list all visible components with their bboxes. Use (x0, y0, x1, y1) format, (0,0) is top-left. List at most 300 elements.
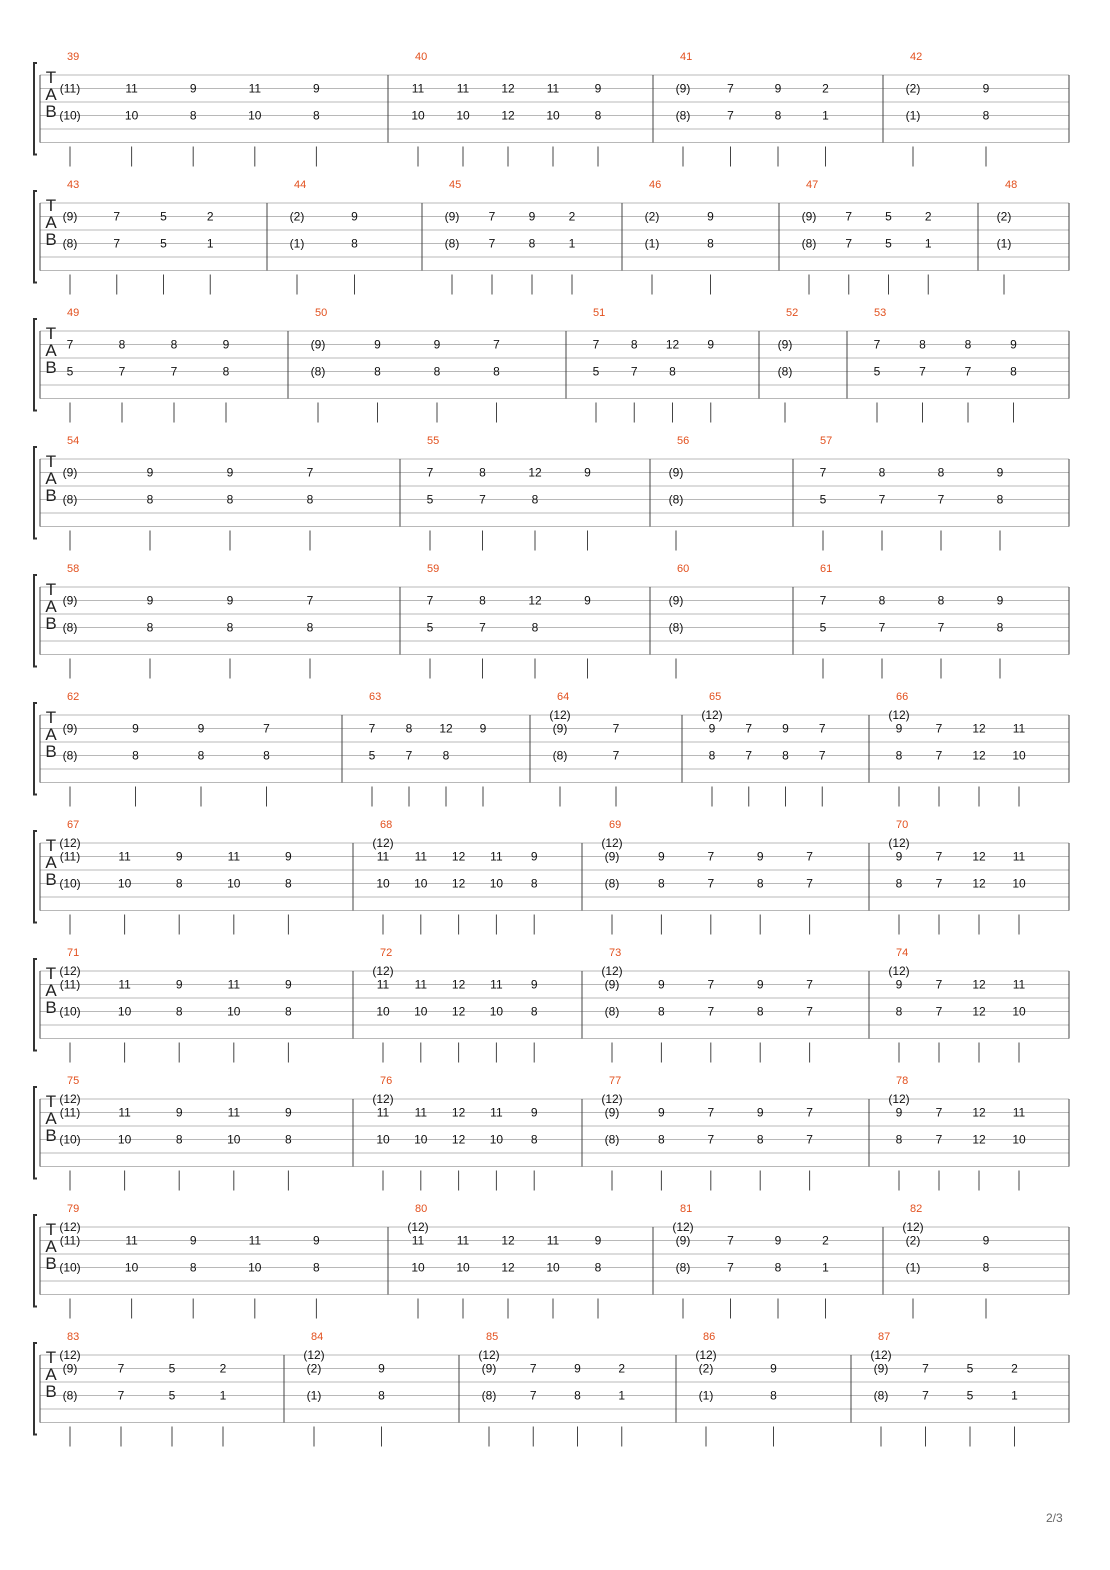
fret-number: 8 (175, 1132, 183, 1147)
fret-number: 11 (248, 81, 262, 96)
fret-number: 9 (895, 977, 903, 992)
fret-number: (12) (601, 964, 623, 978)
fret-number: (8) (62, 620, 78, 635)
fret-number: 8 (528, 236, 536, 251)
fret-number: 5 (966, 1388, 974, 1403)
fret-number: 9 (175, 977, 183, 992)
fret-number: (12) (701, 708, 723, 722)
fret-number: 7 (806, 1105, 813, 1120)
fret-number: (9) (62, 1361, 78, 1376)
fret-number: 7 (819, 465, 827, 480)
fret-number: 7 (935, 1132, 943, 1147)
fret-number: 8 (313, 108, 320, 123)
fret-number: (10) (59, 1004, 81, 1019)
fret-number: 7 (592, 337, 600, 352)
fret-number: (8) (62, 1388, 78, 1403)
fret-number: 9 (313, 81, 320, 96)
measure-number: 83 (67, 1331, 80, 1343)
fret-number: (10) (59, 108, 81, 123)
fret-number: (8) (675, 1260, 691, 1275)
system-bracket (34, 703, 37, 795)
fret-number: 7 (707, 977, 715, 992)
fret-number: 10 (227, 876, 241, 891)
measure-number: 54 (67, 435, 80, 447)
fret-number: 8 (306, 620, 314, 635)
fret-number: 8 (996, 492, 1004, 507)
fret-number: (9) (668, 465, 684, 480)
fret-number: 7 (727, 1233, 734, 1248)
fret-number: 9 (594, 1233, 602, 1248)
measure-number: 56 (677, 435, 690, 447)
fret-number: (1) (996, 236, 1012, 251)
fret-number: 7 (935, 876, 943, 891)
fret-number: 7 (878, 620, 886, 635)
fret-number: 8 (658, 876, 665, 891)
clef-letter: B (45, 614, 57, 633)
measure-number: 60 (677, 563, 690, 575)
fret-number: (9) (444, 209, 460, 224)
fret-number: (8) (801, 236, 817, 251)
fret-number: 8 (493, 364, 500, 379)
fret-number: 9 (594, 81, 602, 96)
fret-number: (9) (801, 209, 817, 224)
clef-letter: T (45, 964, 57, 983)
fret-number: (1) (644, 236, 660, 251)
fret-number: 7 (118, 364, 126, 379)
fret-number: 10 (414, 1004, 428, 1019)
fret-number: 7 (937, 620, 945, 635)
fret-number: 7 (964, 364, 972, 379)
fret-number: 11 (1012, 1105, 1026, 1120)
fret-number: (2) (306, 1361, 322, 1376)
fret-number: 11 (118, 849, 131, 864)
fret-number: (9) (552, 721, 568, 736)
fret-number: 9 (146, 465, 154, 480)
fret-number: (1) (905, 1260, 921, 1275)
fret-number: 7 (529, 1388, 537, 1403)
clef-letter: B (45, 1126, 57, 1145)
fret-number: 7 (922, 1388, 929, 1403)
fret-number: 11 (490, 977, 503, 992)
fret-number: 7 (707, 1004, 715, 1019)
fret-number: 9 (189, 81, 197, 96)
fret-number: (8) (481, 1388, 497, 1403)
fret-number: 10 (489, 1132, 504, 1147)
fret-number: 8 (222, 364, 230, 379)
system-bracket (34, 575, 37, 667)
fret-number: 5 (66, 364, 74, 379)
clef-letter: A (45, 725, 57, 744)
system-bracket (34, 1215, 37, 1307)
fret-number: 9 (774, 81, 782, 96)
fret-number: 8 (442, 748, 450, 763)
measure-number: 61 (820, 563, 833, 575)
fret-number: 8 (1010, 364, 1017, 379)
fret-number: 9 (982, 1233, 990, 1248)
fret-number: 9 (708, 721, 716, 736)
fret-number: 5 (160, 236, 167, 251)
clef-letter: B (45, 486, 57, 505)
fret-number: (12) (59, 1348, 81, 1362)
fret-number: 8 (919, 337, 926, 352)
fret-number: 5 (426, 492, 434, 507)
fret-number: 10 (117, 876, 132, 891)
fret-number: (11) (59, 1105, 81, 1120)
fret-number: 9 (374, 337, 381, 352)
fret-number: (12) (478, 1348, 500, 1362)
measure-number: 59 (427, 563, 440, 575)
measure-number: 80 (415, 1203, 428, 1215)
fret-number: (2) (996, 209, 1012, 224)
fret-number: 8 (479, 593, 486, 608)
fret-number: 8 (374, 364, 381, 379)
fret-number: 9 (285, 1105, 292, 1120)
fret-number: (8) (668, 492, 684, 507)
measure-number: 69 (609, 819, 622, 831)
fret-number: 8 (197, 748, 205, 763)
fret-number: 11 (227, 849, 241, 864)
fret-number: 11 (376, 849, 390, 864)
fret-number: 8 (982, 108, 990, 123)
fret-number: 10 (376, 1004, 390, 1019)
fret-number: 11 (414, 1105, 428, 1120)
fret-number: 7 (612, 721, 620, 736)
measure-number: 63 (369, 691, 382, 703)
measure-number: 67 (67, 819, 80, 831)
system-bracket (34, 447, 37, 539)
fret-number: 12 (501, 108, 515, 123)
fret-number: 8 (433, 364, 441, 379)
fret-number: (12) (303, 1348, 325, 1362)
fret-number: 7 (630, 364, 638, 379)
fret-number: 8 (756, 1132, 764, 1147)
fret-number: 1 (618, 1388, 626, 1403)
fret-number: 8 (175, 876, 183, 891)
fret-number: 9 (584, 593, 591, 608)
fret-number: 7 (488, 236, 496, 251)
fret-number: 8 (937, 593, 945, 608)
clef-letter: B (45, 1382, 57, 1401)
clef-letter: B (45, 998, 57, 1017)
measure-number: 75 (67, 1075, 80, 1087)
fret-number: 9 (530, 1105, 538, 1120)
fret-number: (9) (62, 209, 78, 224)
fret-number: 7 (819, 593, 827, 608)
fret-number: 12 (439, 721, 453, 736)
measure-number: 87 (878, 1331, 891, 1343)
fret-number: 11 (1012, 721, 1026, 736)
fret-number: (8) (675, 108, 691, 123)
fret-number: 7 (745, 748, 753, 763)
fret-number: 7 (170, 364, 178, 379)
fret-number: 5 (885, 236, 892, 251)
fret-number: (8) (873, 1388, 889, 1403)
fret-number: (12) (888, 1092, 910, 1106)
measure-number: 68 (380, 819, 393, 831)
fret-number: 1 (219, 1388, 227, 1403)
measure-number: 86 (703, 1331, 716, 1343)
fret-number: 11 (376, 977, 390, 992)
clef-letter: T (45, 708, 57, 727)
fret-number: 11 (414, 849, 428, 864)
fret-number: 7 (806, 1004, 813, 1019)
fret-number: 8 (770, 1388, 777, 1403)
fret-number: 12 (972, 748, 986, 763)
fret-number: 8 (306, 492, 314, 507)
fret-number: 8 (658, 1004, 665, 1019)
clef-letter: B (45, 102, 57, 121)
fret-number: (2) (905, 1233, 921, 1248)
fret-number: (12) (672, 1220, 694, 1234)
fret-number: 9 (175, 849, 183, 864)
fret-number: (9) (873, 1361, 889, 1376)
fret-number: 9 (226, 465, 234, 480)
clef-letter: T (45, 196, 57, 215)
fret-number: 8 (707, 236, 714, 251)
fret-number: 8 (574, 1388, 581, 1403)
fret-number: (12) (59, 964, 81, 978)
fret-number: 8 (895, 1004, 903, 1019)
fret-number: 9 (313, 1233, 320, 1248)
fret-number: 7 (922, 1361, 929, 1376)
fret-number: 10 (489, 1004, 504, 1019)
fret-number: 11 (414, 977, 428, 992)
fret-number: 10 (376, 876, 390, 891)
clef-letter: A (45, 1237, 57, 1256)
fret-number: (8) (62, 236, 78, 251)
fret-number: 12 (501, 1233, 515, 1248)
fret-number: 1 (924, 236, 932, 251)
system-bracket (34, 63, 37, 155)
fret-number: (1) (289, 236, 305, 251)
fret-number: 7 (707, 1105, 715, 1120)
fret-number: 1 (206, 236, 214, 251)
fret-number: 8 (170, 337, 178, 352)
fret-number: (8) (604, 1132, 620, 1147)
fret-number: 8 (189, 1260, 197, 1275)
fret-number: 8 (530, 1132, 538, 1147)
measure-number: 50 (315, 307, 328, 319)
fret-number: 12 (972, 721, 986, 736)
measure-number: 78 (896, 1075, 909, 1087)
fret-number: 7 (818, 721, 826, 736)
fret-number: 7 (479, 620, 486, 635)
fret-number: 9 (895, 849, 903, 864)
fret-number: 10 (1012, 748, 1026, 763)
fret-number: (11) (59, 81, 81, 96)
fret-number: (2) (698, 1361, 714, 1376)
fret-number: 5 (873, 364, 881, 379)
fret-number: 12 (972, 1105, 986, 1120)
measure-number: 72 (380, 947, 393, 959)
clef-letter: B (45, 230, 57, 249)
fret-number: 9 (756, 849, 764, 864)
fret-number: 10 (1012, 1132, 1026, 1147)
fret-number: 7 (117, 1361, 125, 1376)
fret-number: (12) (695, 1348, 717, 1362)
fret-number: 8 (226, 620, 234, 635)
clef-letter: T (45, 1092, 57, 1111)
fret-number: 9 (433, 337, 441, 352)
measure-number: 62 (67, 691, 80, 703)
fret-number: (9) (604, 977, 620, 992)
fret-number: (12) (549, 708, 571, 722)
measure-number: 71 (67, 947, 80, 959)
fret-number: 10 (1012, 876, 1026, 891)
fret-number: 9 (222, 337, 230, 352)
fret-number: (8) (444, 236, 460, 251)
fret-number: 8 (996, 620, 1004, 635)
fret-number: 8 (285, 1004, 292, 1019)
fret-number: 8 (964, 337, 972, 352)
fret-number: (12) (902, 1220, 924, 1234)
fret-number: 10 (248, 108, 262, 123)
fret-number: 2 (618, 1361, 626, 1376)
fret-number: (11) (59, 849, 81, 864)
fret-number: 11 (490, 1105, 503, 1120)
measure-number: 48 (1005, 179, 1018, 191)
fret-number: (12) (59, 1220, 81, 1234)
fret-number: 1 (822, 108, 829, 123)
measure-number: 76 (380, 1075, 393, 1087)
fret-number: 8 (756, 876, 764, 891)
measure-number: 55 (427, 435, 440, 447)
fret-number: 12 (972, 876, 986, 891)
fret-number: 9 (285, 977, 292, 992)
fret-number: 8 (226, 492, 234, 507)
measure-number: 44 (294, 179, 307, 191)
fret-number: 10 (411, 108, 425, 123)
fret-number: 5 (168, 1361, 176, 1376)
fret-number: (12) (372, 1092, 394, 1106)
fret-number: 10 (124, 108, 139, 123)
fret-number: 7 (935, 977, 943, 992)
fret-number: 7 (113, 236, 121, 251)
system-bracket (34, 831, 37, 923)
clef-letter: T (45, 580, 57, 599)
fret-number: 9 (226, 593, 234, 608)
fret-number: 8 (132, 748, 139, 763)
measure-number: 46 (649, 179, 662, 191)
fret-number: 9 (707, 337, 715, 352)
fret-number: 7 (937, 492, 945, 507)
fret-number: 11 (456, 81, 470, 96)
fret-number: 12 (451, 1132, 466, 1147)
fret-number: 2 (206, 209, 214, 224)
fret-number: 10 (1012, 1004, 1026, 1019)
fret-number: 11 (227, 1105, 241, 1120)
fret-number: (12) (888, 964, 910, 978)
fret-number: 7 (426, 593, 434, 608)
fret-number: 8 (189, 108, 197, 123)
fret-number: 11 (490, 849, 503, 864)
fret-number: 9 (574, 1361, 581, 1376)
fret-number: 7 (806, 1132, 813, 1147)
fret-number: 11 (546, 1233, 560, 1248)
fret-number: 5 (160, 209, 167, 224)
fret-number: 9 (530, 849, 538, 864)
measure-number: 58 (67, 563, 80, 575)
fret-number: (12) (372, 964, 394, 978)
fret-number: 9 (378, 1361, 385, 1376)
fret-number: 8 (937, 465, 945, 480)
fret-number: 7 (806, 849, 813, 864)
fret-number: 7 (488, 209, 496, 224)
fret-number: 7 (818, 748, 826, 763)
measure-number: 70 (896, 819, 909, 831)
fret-number: 7 (935, 721, 943, 736)
fret-number: (12) (870, 1348, 892, 1362)
fret-number: 11 (1012, 849, 1026, 864)
clef-letter: T (45, 836, 57, 855)
fret-number: (8) (310, 364, 326, 379)
fret-number: (10) (59, 1260, 81, 1275)
fret-number: 9 (996, 465, 1004, 480)
fret-number: 10 (546, 108, 560, 123)
fret-number: 8 (982, 1260, 990, 1275)
fret-number: 8 (895, 748, 903, 763)
fret-number: (9) (481, 1361, 497, 1376)
fret-number: (10) (59, 1132, 81, 1147)
measure-number: 84 (311, 1331, 324, 1343)
clef-letter: B (45, 742, 57, 761)
fret-number: 12 (665, 337, 680, 352)
fret-number: 10 (546, 1260, 560, 1275)
measure-number: 47 (806, 179, 819, 191)
measure-number: 41 (680, 51, 693, 63)
measure-number: 82 (910, 1203, 923, 1215)
clef-letter: A (45, 1365, 57, 1384)
fret-number: 9 (189, 1233, 197, 1248)
fret-number: 9 (895, 721, 903, 736)
fret-number: (11) (59, 977, 81, 992)
fret-number: 9 (756, 1105, 764, 1120)
fret-number: 10 (117, 1132, 132, 1147)
fret-number: (9) (62, 465, 78, 480)
fret-number: 7 (935, 849, 943, 864)
fret-number: 9 (782, 721, 789, 736)
fret-number: 9 (982, 81, 990, 96)
fret-number: 9 (658, 1105, 665, 1120)
fret-number: 7 (727, 108, 734, 123)
fret-number: 11 (118, 977, 131, 992)
system-bracket (34, 959, 37, 1051)
fret-number: 9 (285, 849, 292, 864)
clef-letter: A (45, 853, 57, 872)
measure-number: 73 (609, 947, 622, 959)
fret-number: 8 (756, 1004, 764, 1019)
measure-number: 85 (486, 1331, 499, 1343)
fret-number: 9 (584, 465, 591, 480)
fret-number: 7 (919, 364, 926, 379)
fret-number: 8 (782, 748, 789, 763)
fret-number: 9 (658, 977, 665, 992)
fret-number: 8 (405, 721, 413, 736)
fret-number: 12 (528, 593, 542, 608)
fret-number: 8 (146, 620, 154, 635)
fret-number: (9) (604, 1105, 620, 1120)
fret-number: 8 (594, 108, 602, 123)
fret-number: 9 (132, 721, 139, 736)
fret-number: 1 (568, 236, 576, 251)
fret-number: 7 (405, 748, 413, 763)
fret-number: 11 (125, 1233, 138, 1248)
fret-number: (2) (644, 209, 660, 224)
measure-number: 65 (709, 691, 722, 703)
system-bracket (34, 1343, 37, 1435)
fret-number: 9 (707, 209, 714, 224)
fret-number: (12) (601, 836, 623, 850)
